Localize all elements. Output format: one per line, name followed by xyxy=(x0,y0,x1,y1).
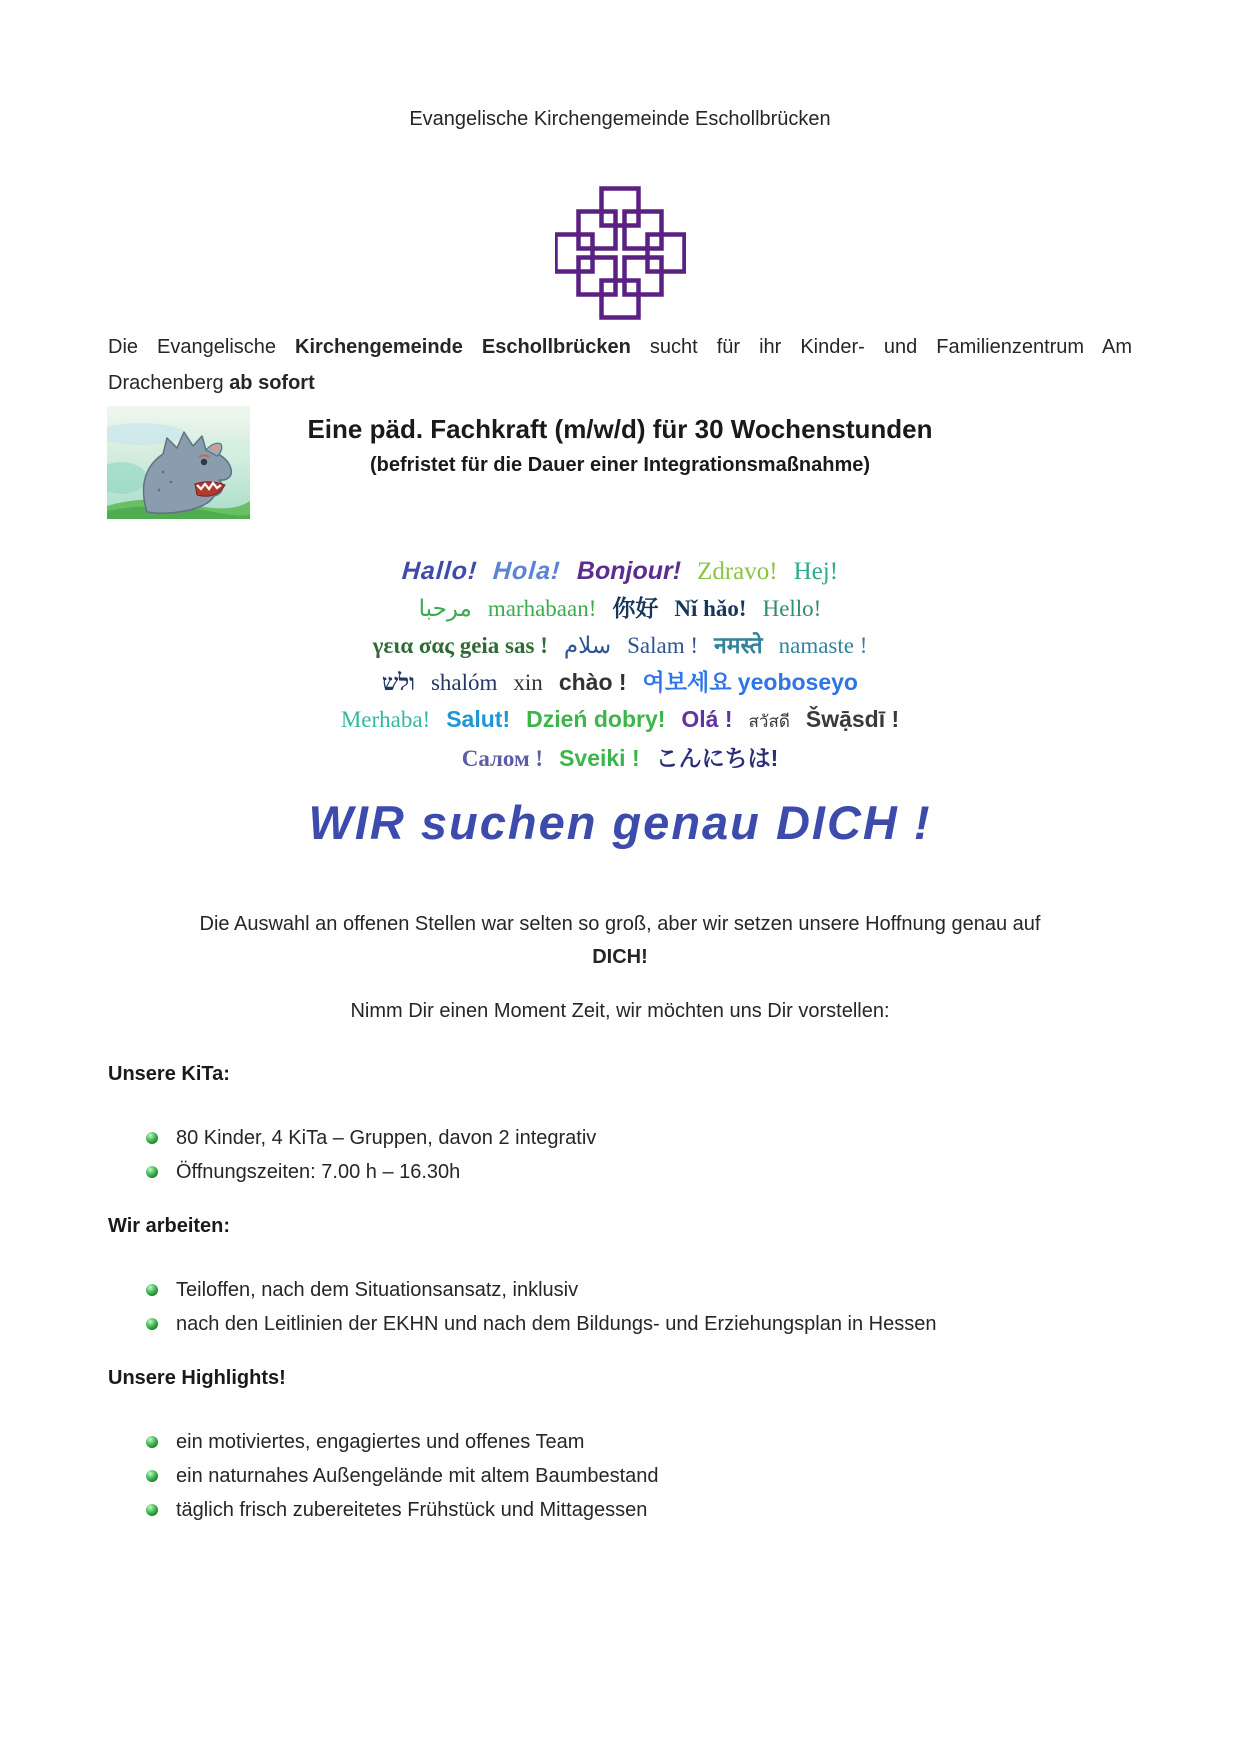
greeting-word: chào ! xyxy=(558,669,627,695)
greeting-word: marhabaan! xyxy=(487,596,597,621)
bullet-item xyxy=(108,1430,1132,1454)
greeting-word: Салом ! xyxy=(461,746,544,771)
section-heading: Wir arbeiten: xyxy=(108,1215,231,1237)
bullet-text: Öffnungszeiten: 7.00 h – 16.30h xyxy=(176,1161,461,1183)
greeting-word: Merhaba! xyxy=(340,707,431,732)
greeting-word: Hej! xyxy=(793,558,839,585)
greeting-word: שלו xyxy=(382,670,415,695)
church-cross-logo xyxy=(555,186,686,320)
greeting-word: こんにちは! xyxy=(655,745,779,771)
greeting-word: سلام xyxy=(563,633,612,658)
bullet-text: nach den Leitlinien der EKHN und nach dem Bildungs- und Erziehungsplan in Hessen xyxy=(176,1313,937,1335)
greeting-line xyxy=(0,553,1240,590)
green-sphere-bullet-icon xyxy=(146,1470,158,1482)
green-sphere-bullet-icon xyxy=(146,1318,158,1330)
greeting-word: Nǐ hǎo! xyxy=(674,596,747,621)
intro-line-2 xyxy=(108,365,1132,401)
greeting-word: Hola! xyxy=(492,557,562,585)
greeting-word: Bonjour! xyxy=(576,557,682,585)
greeting-word: Hallo! xyxy=(400,557,479,585)
intro-text: Die Evangelische xyxy=(108,336,296,358)
bullet-text: täglich frisch zubereitetes Frühstück und Mittagessen xyxy=(176,1499,648,1521)
pitch-line-2: DICH! xyxy=(592,946,648,968)
intro-paragraph xyxy=(108,329,1132,401)
bullet-text: ein motiviertes, engagiertes und offenes Team xyxy=(176,1431,585,1453)
greeting-word: xin xyxy=(513,670,543,695)
green-sphere-bullet-icon xyxy=(146,1166,158,1178)
greeting-word: Dzień dobry! xyxy=(526,706,666,732)
intro-text: Drachenberg xyxy=(108,372,230,394)
greeting-word: Salam ! xyxy=(627,633,699,658)
bullet-text: ein naturnahes Außengelände mit altem Baumbestand xyxy=(176,1465,659,1487)
greeting-line xyxy=(0,627,1240,664)
greeting-line xyxy=(0,590,1240,627)
greeting-word: Hello! xyxy=(762,596,822,621)
green-sphere-bullet-icon xyxy=(146,1284,158,1296)
pitch-line-1: Die Auswahl an offenen Stellen war selten so groß, aber wir setzen unsere Hoffnung genau auf xyxy=(199,913,1041,935)
bullet-list xyxy=(108,1278,1132,1336)
greetings xyxy=(0,553,1240,777)
invite-line: Nimm Dir einen Moment Zeit, wir möchten uns Dir vorstellen: xyxy=(350,1000,890,1022)
cross-of-squares-icon xyxy=(555,186,686,320)
bullet-item xyxy=(108,1126,1132,1150)
greeting-word: สวัสดี xyxy=(748,712,790,731)
greeting-word: shalóm xyxy=(430,670,498,695)
greeting-word: नमस्ते xyxy=(714,632,763,658)
greeting-word: Sveiki ! xyxy=(559,745,640,771)
green-sphere-bullet-icon xyxy=(146,1504,158,1516)
greeting-line xyxy=(0,664,1240,701)
section-heading: Unsere KiTa: xyxy=(108,1063,230,1085)
bullet-text: 80 Kinder, 4 KiTa – Gruppen, davon 2 integrativ xyxy=(176,1127,597,1149)
job-heading-block xyxy=(0,413,1240,478)
bullet-item xyxy=(108,1464,1132,1488)
green-sphere-bullet-icon xyxy=(146,1132,158,1144)
greeting-word: Zdravo! xyxy=(697,558,778,585)
bullet-item xyxy=(108,1498,1132,1522)
campaign-headline: WIR suchen genau DICH ! xyxy=(308,796,932,849)
intro-bold-text: Kirchengemeinde Eschollbrücken xyxy=(295,336,631,358)
greeting-word: γεια σας geia sas ! xyxy=(372,633,548,658)
sections xyxy=(108,1062,1132,1532)
bullet-list xyxy=(108,1430,1132,1522)
pitch-paragraph xyxy=(108,908,1132,974)
greeting-word: namaste ! xyxy=(778,633,868,658)
section-heading: Unsere Highlights! xyxy=(108,1367,286,1389)
bullet-text: Teiloffen, nach dem Situationsansatz, inklusiv xyxy=(176,1279,579,1301)
intro-bold-text: ab sofort xyxy=(229,372,315,394)
greeting-word: 你好 xyxy=(612,595,659,621)
greeting-line xyxy=(0,701,1240,740)
job-subtitle: (befristet für die Dauer einer Integrationsmaßnahme) xyxy=(369,454,871,476)
greeting-word: Olá ! xyxy=(681,706,733,732)
bullet-item xyxy=(108,1312,1132,1336)
green-sphere-bullet-icon xyxy=(146,1436,158,1448)
bullet-item xyxy=(108,1278,1132,1302)
greeting-word: Šwạ̄sdī ! xyxy=(805,706,900,732)
job-title: Eine päd. Fachkraft (m/w/d) für 30 Wochenstunden xyxy=(307,414,933,444)
greeting-line xyxy=(0,740,1240,777)
greeting-word: مرحبا xyxy=(418,596,472,621)
bullet-list xyxy=(108,1126,1132,1184)
greeting-word: 여보세요 yeoboseyo xyxy=(642,669,858,695)
bullet-item xyxy=(108,1160,1132,1184)
greeting-word: Salut! xyxy=(446,706,511,732)
intro-text: sucht für ihr Kinder- und Familienzentrum Am xyxy=(630,336,1132,358)
intro-line-1 xyxy=(108,329,1132,365)
document-title: Evangelische Kirchengemeinde Eschollbrücken xyxy=(409,108,831,130)
